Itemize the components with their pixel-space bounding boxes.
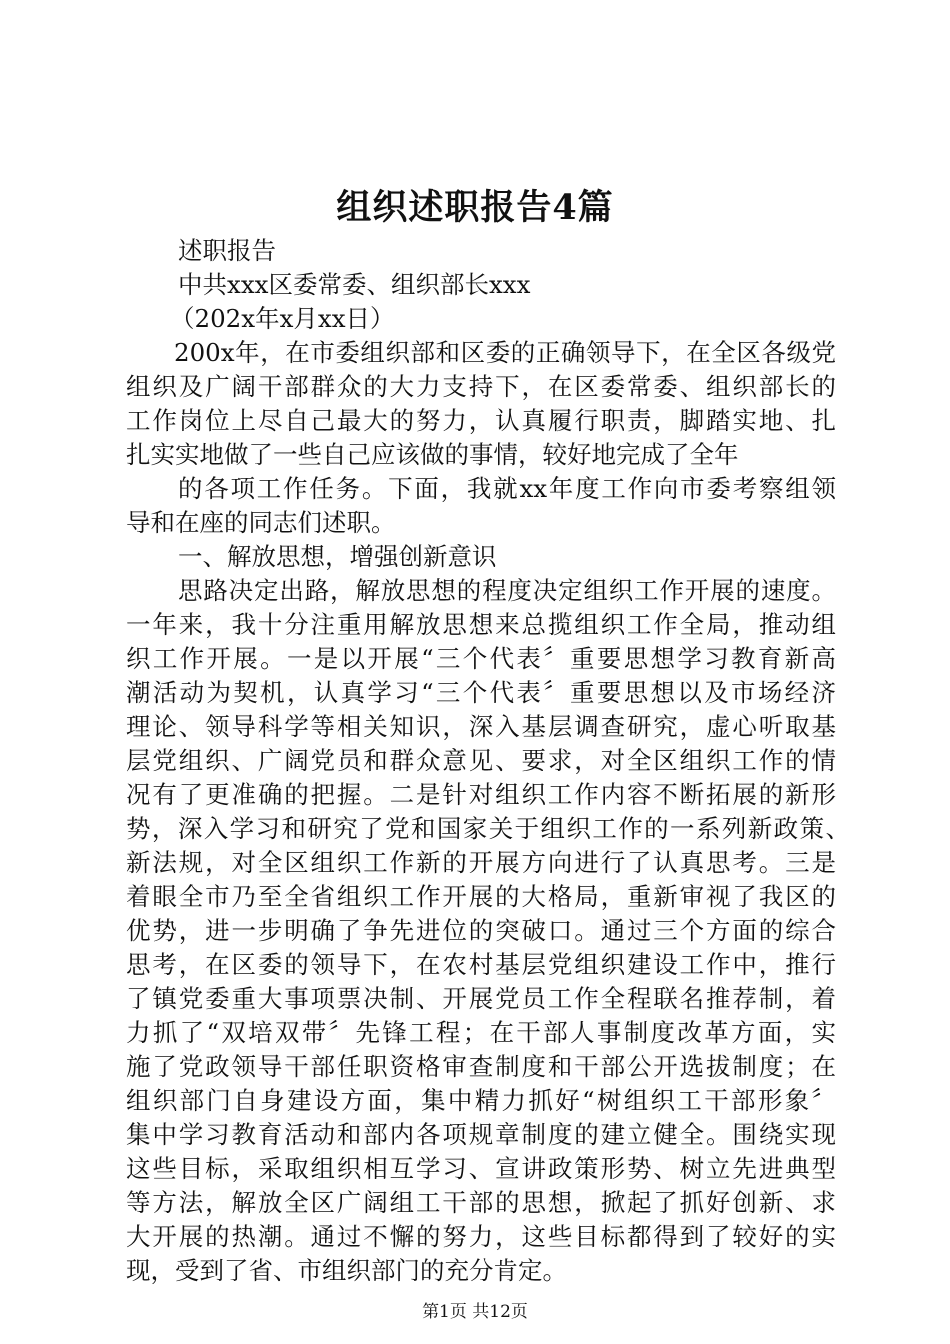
page-footer: 第1页 共12页: [422, 1302, 528, 1322]
paragraph-line: 工作岗位上尽自己最大的努力，认真履行职责，脚踏实地、扎: [126, 406, 836, 435]
paragraph-line: 优势，进一步明确了争先进位的突破口。通过三个方面的综合: [126, 916, 836, 945]
paragraph-line: 的各项工作任务。下面，我就xx年度工作向市委考察组领: [178, 474, 836, 503]
date-line: （202x年x月xx日）: [170, 304, 395, 333]
paragraph-line: 着眼全市乃至全省组织工作开展的大格局，重新审视了我区的: [126, 882, 836, 911]
paragraph-line: 导和在座的同志们述职。: [126, 508, 396, 537]
author-line: 中共xxx区委常委、组织部长xxx: [178, 270, 531, 299]
document-title: 组织述职报告4篇: [336, 187, 614, 228]
paragraph-line: 这些目标，采取组织相互学习、宣讲政策形势、树立先进典型: [126, 1154, 836, 1183]
paragraph-line: 扎实实地做了一些自己应该做的事情，较好地完成了全年: [126, 440, 739, 469]
report-heading: 述职报告: [178, 236, 276, 265]
paragraph-line: 组织及广阔干部群众的大力支持下，在区委常委、组织部长的: [126, 372, 836, 401]
paragraph-line: 一年来，我十分注重用解放思想来总揽组织工作全局，推动组: [126, 610, 836, 639]
paragraph-line: 思考，在区委的领导下，在农村基层党组织建设工作中，推行: [126, 950, 836, 979]
paragraph-line: 思路决定出路，解放思想的程度决定组织工作开展的速度。: [178, 576, 836, 605]
paragraph-line: 现，受到了省、市组织部门的充分肯定。: [126, 1256, 567, 1285]
paragraph-line: 了镇党委重大事项票决制、开展党员工作全程联名推荐制，着: [126, 984, 836, 1013]
paragraph-line: 层党组织、广阔党员和群众意见、要求，对全区组织工作的情: [126, 746, 836, 775]
paragraph-line: 织工作开展。一是以开展“三个代表〞重要思想学习教育新高: [126, 644, 836, 673]
section-heading: 一、解放思想，增强创新意识: [178, 542, 497, 571]
paragraph-line: 集中学习教育活动和部内各项规章制度的建立健全。围绕实现: [126, 1120, 836, 1149]
paragraph-line: 力抓了“双培双带〞先锋工程；在干部人事制度改革方面，实: [126, 1018, 836, 1047]
paragraph-line: 新法规，对全区组织工作新的开展方向进行了认真思考。三是: [126, 848, 836, 877]
paragraph-line: 组织部门自身建设方面，集中精力抓好“树组织工干部形象〞: [126, 1086, 836, 1115]
paragraph-line: 理论、领导科学等相关知识，深入基层调查研究，虚心听取基: [126, 712, 836, 741]
paragraph-line: 等方法，解放全区广阔组工干部的思想，掀起了抓好创新、求: [126, 1188, 836, 1217]
paragraph-line: 大开展的热潮。通过不懈的努力，这些目标都得到了较好的实: [126, 1222, 836, 1251]
paragraph-line: 况有了更准确的把握。二是针对组织工作内容不断拓展的新形: [126, 780, 836, 809]
paragraph-line: 势，深入学习和研究了党和国家关于组织工作的一系列新政策、: [126, 814, 850, 843]
paragraph-line: 潮活动为契机，认真学习“三个代表〞重要思想以及市场经济: [126, 678, 836, 707]
paragraph-line: 施了党政领导干部任职资格审查制度和干部公开选拔制度；在: [126, 1052, 836, 1081]
paragraph-line: 200x年，在市委组织部和区委的正确领导下，在全区各级党: [174, 338, 836, 367]
